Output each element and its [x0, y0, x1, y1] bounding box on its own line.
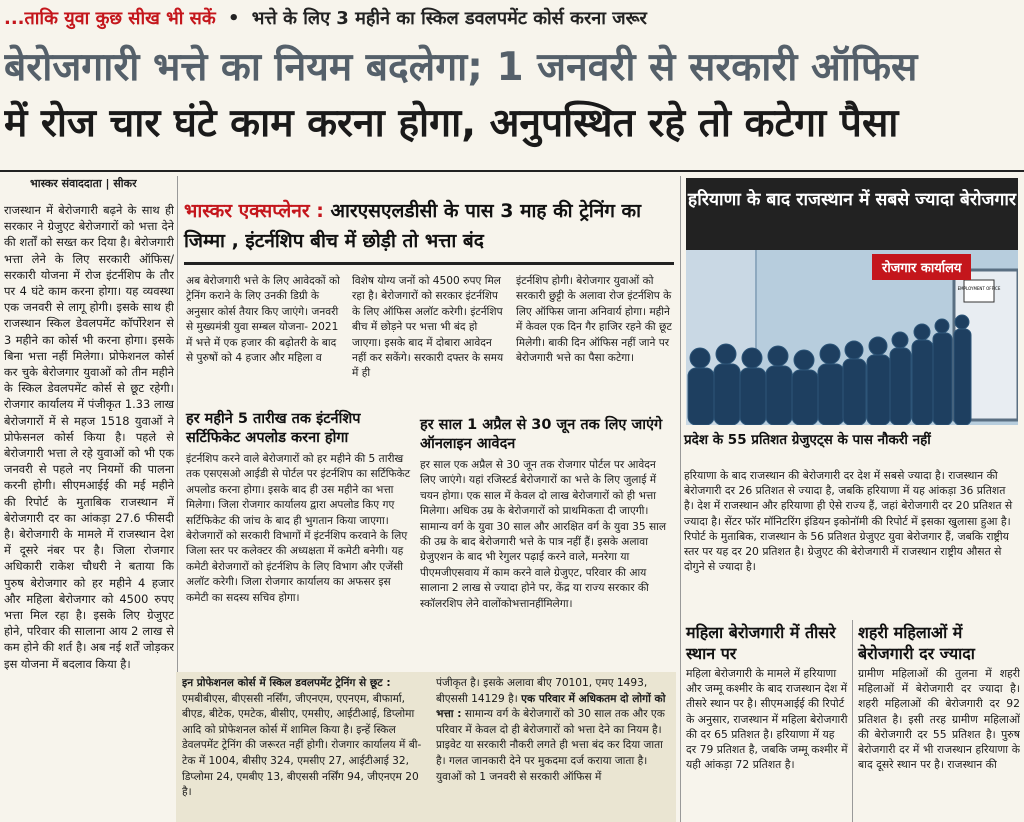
explainer-col-2: विशेष योग्य जनों को 4500 रुपए मिल रहा है। बेरोजगारों को सरकार इंटर्नशिप के लिए ऑफिस अलॉट करेगी। इंटर्नशिप बीच में छोड़ने पर भत्ता भी बंद हो जाएगा। इसके बाद में दोबारा आवेदन नहीं कर सकेंगे। सरकारी दफ्तर के समय में ही: [352, 275, 504, 380]
byline: भास्कर संवाददाता | सीकर: [30, 177, 137, 190]
explainer-headline: [184, 196, 672, 256]
column-divider-women: [852, 620, 853, 822]
women-unemployment-text: महिला बेरोजगारी के मामले में हरियाणा और जम्मू कश्मीर के बाद राजस्थान देश में तीसरे स्थान पर है। सीएमआईई की रिपोर्ट के अनुसार, राजस्थान में महिला बेरोजगारी की दर 65 प्रतिशत है। हरियाणा में यह दर 79 प्रतिशत है, जबकि जम्मू कश्मीर में यही आंकड़ा 72 प्रतिशत है।: [686, 667, 848, 772]
door-sign-text: EMPLOYMENT OFFICE: [957, 286, 1001, 291]
section-certificate-title: हर महीने 5 तारीख तक इंटर्नशिप सर्टिफिकेट अपलोड करना होगा: [186, 411, 361, 446]
sidebar-title: हरियाणा के बाद राजस्थान में सबसे ज्यादा बेरोजगार: [686, 178, 1018, 250]
kicker-text: भत्ते के लिए 3 महीने का स्किल डवलपमेंट कोर्स करना जरूर: [251, 8, 647, 29]
column-divider-right: [680, 176, 681, 822]
urban-women-text: ग्रामीण महिलाओं की तुलना में शहरी महिलाओं में बेरोजगारी दर ज्यादा है। शहरी महिलाओं की बेरोजगारी दर 92 प्रतिशत है। इसी तरह ग्रामीण महिलाओं की बेरोजगारी दर 55 प्रतिशत है। पुरुष बेरोजगारी दर में भी राजस्थान हरियाणा के बाद दूसरे स्थान पर है। राजस्थान की: [858, 667, 1020, 772]
explainer-rule: [184, 262, 674, 265]
kicker: [0, 0, 1024, 38]
women-unemployment-title: महिला बेरोजगारी में तीसरे स्थान पर: [686, 623, 836, 663]
exemption-text: [182, 676, 430, 822]
illustration-caption: प्रदेश के 55 प्रतिशत ग्रेजुएट्स के पास नौकरी नहीं: [684, 432, 931, 448]
headline-line-2: में रोज चार घंटे काम करना होगा, अनुपस्थित रहे तो कटेगा पैसा: [4, 101, 899, 146]
section-certificate-text: इंटर्नशिप करने वाले बेरोजगारों को हर महीने की 5 तारीख तक एसएसओ आईडी से पोर्टल पर इंटर्नशिप का सर्टिफिकेट अपलोड करना होगा। इसके बाद ही उस महीने का भत्ता मिलेगा। जिला रोजगार कार्यालय द्वारा अपलोड किए गए सर्टिफिकेट की जांच के बाद ही भुगतान किया जाएगा। बेरोजगारों को सरकारी विभागों में इंटर्नशिप करवाने के लिए जिला स्तर पर कलेक्टर की अध्यक्षता में कमेटी बनेगी। यह कमेटी बेरोजगारों को इंटर्नशिप के लिए विभाग और एजेंसी अलॉट करेगी। जिला रोजगार कार्यालय का अफसर इस कमेटी का सदस्य सचिव होगा।: [186, 453, 411, 604]
kicker-red: ...ताकि युवा कुछ सीख भी सकें: [4, 8, 216, 29]
explainer-brand: भास्कर एक्सप्लेनर :: [184, 200, 324, 222]
family-limit-text: [436, 676, 672, 822]
haryana-rajasthan-text: हरियाणा के बाद राजस्थान की बेरोजगारी दर देश में सबसे ज्यादा है। राजस्थान की बेरोजगारी दर 26 प्रतिशत से ज्यादा है, जबकि हरियाणा में यह आंकड़ा 36 प्रतिशत है। देश में राजस्थान और हरियाणा ही ऐसे राज्य हैं, जहां बेरोजगारी दर 20 प्रतिशत से ज्यादा है। सेंटर फॉर मॉनिटरिंग इंडियन इकोनॉमी की रिपोर्ट में इसका खुलासा हुआ है। रिपोर्ट के मुताबिक, राजस्थान के 56 प्रतिशत ग्रेजुएट युवा बेरोजगार हैं, जबकि राष्ट्रीय स्तर पर यह दर 20 प्रतिशत है। ग्रेजुएट की बेरोजगारी में राजस्थान राष्ट्रीय औसत से दोगुने से ज्यादा है।: [684, 469, 1013, 574]
employment-office-tag: रोजगार कार्यालय: [872, 254, 971, 280]
exemption-heading: इन प्रोफेशनल कोर्स में स्किल डवलपमेंट ट्रेनिंग से छूट :: [182, 677, 391, 689]
explainer-col-3: इंटर्नशिप होगी। बेरोजगार युवाओं को सरकारी छुट्टी के अलावा रोज इंटर्नशिप के लिए ऑफिस जाना अनिवार्य होगा। महीने में केवल एक दिन गैर हाजिर रहने की छूट मिलेगी। बाकी दिन ऑफिस नहीं जाने पर बेरोजगारी भत्ते का पैसा कटेगा।: [516, 275, 672, 365]
section-application-text: हर साल एक अप्रैल से 30 जून तक रोजगार पोर्टल पर आवेदन लिए जाएंगे। यहां रजिस्टर्ड बेरोजगारों का भत्ते के लिए जुलाई में चयन होगा। एक साल में केवल दो लाख बेरोजगारों को ही भत्ता मिलेगा। अधिक उम्र के बेरोजगारों को प्राथमिकता दी जाएगी। सामान्य वर्ग के युवा 30 साल और आरक्षित वर्ग के युवा 35 साल की उम्र के बाद बेरोजगारी भत्ते के पात्र नहीं हैं। इसके अलावा ग्रेजुएशन के बाद भी रेगुलर पढ़ाई करने वाले, मनरेगा या पीएमजीएसवाय में काम करने वाले ग्रेजुएट, परिवार की आय सालाना 2 लाख से ज्यादा होने पर, केंद्र या राज्य सरकार की स्कॉलरशिप लेने वालोंकोभत्तानहींमिलेगा।: [420, 459, 667, 610]
kicker-bullet: •: [227, 8, 240, 29]
urban-women-title: शहरी महिलाओं में बेरोजगारी दर ज्यादा: [858, 623, 975, 663]
family-limit-heading: एक परिवार में अधिकतम दो लोगों को भत्ता :: [436, 692, 666, 721]
exemption-body: एमबीबीएस, बीएससी नर्सिंग, जीएनएम, एएनएम, बीफार्मा, बीएड, बीटेक, एमटेक, बीसीए, एमसीए, आईटीआई, डिप्लोमा आदि को प्रोफेशनल कोर्स में शामिल किया है। इन्हें स्किल डेवलपमेंट ट्रेनिंग की जरूरत नहीं होगी। रोजगार कार्यालय में बी-टेक में 1004, बीसीए 324, एमसीए 27, आईटीआई 32, डिप्लोमा 24, एमबीए 13, बीएससी नर्सिंग 94, जीएनएम 20 है।: [182, 692, 422, 799]
headline-line-1: बेरोजगारी भत्ते का नियम बदलेगा; 1 जनवरी से सरकारी ऑफिस: [4, 45, 918, 90]
headline-rule: [0, 170, 1024, 172]
family-limit-body: सामान्य वर्ग के बेरोजगारों को 30 साल तक और एक परिवार में केवल दो ही बेरोजगारों को भत्ता देने का नियम है। प्राइवेट या सरकारी नौकरी लगते ही भत्ता बंद कर दिया जाता है। गलत जानकारी देने पर मुकदमा दर्ज कराया जाता है। युवाओं को 1 जनवरी से सरकारी ऑफिस में: [436, 708, 665, 783]
explainer-col-1: अब बेरोजगारी भत्ते के लिए आवेदकों को ट्रेनिंग कराने के लिए उनकी डिग्री के अनुसार कोर्स तैयार किए जाएंगे। जनवरी से मुख्यमंत्री युवा सम्बल योजना- 2021 में भत्ते में एक हजार की बढ़ोतरी के बाद से पुरुषों को 4 हजार और महिला व: [186, 275, 340, 365]
section-application-title: हर साल 1 अप्रैल से 30 जून तक लिए जाएंगे ऑनलाइन आवेदन: [420, 417, 663, 452]
explainer-title: आरएसएलडीसी के पास 3 माह की ट्रेनिंग का जिम्मा , इंटर्नशिप बीच में छोड़ी तो भत्ता बंद: [184, 200, 642, 252]
lead-column: राजस्थान में बेरोजगारी बढ़ने के साथ ही सरकार ने ग्रेजुएट बेरोजगारों को भत्ता देने की शर्तों को सख्त कर दिया है। बेरोजगारी भत्ता लेने के लिए सरकारी ऑफिस/सरकारी योजना में रोज इंटर्नशिप के तौर पर 4 घंटे काम करना होगा। यह व्यवस्था एक जनवरी से लागू होगी। इसके साथ ही राजस्थान स्किल डेवलपमेंट कॉर्पोरेशन से 3 महीने का कोर्स भी करना होगा। इसके बिना भत्ता नहीं मिलेगा। प्रोफेशनल कोर्स कर चुके बेरोजगार युवाओं को तीन महीने के स्किल डेवलपमेंट कोर्स से छूट रहेगी। रोजगार कार्यालय में पंजीकृत 1.33 लाख बेरोजगारों में से महज 1518 युवाओं ने प्रोफेसनल कोर्स किया है। पहले से बेरोजगारी भत्ता ले रहे युवाओं को भी एक जनवरी से पहले नए नियमों की पालना करनी होगी। सीएमआईई की मई महीने की रिपोर्ट के मुताबिक राजस्थान में बेरोजगारी दर का आंकड़ा 27.6 फीसदी है। बेरोजगारी के मामले में राजस्थान देश में दूसरे नंबर पर है। जिला रोजगार अधिकारी राकेश चौधरी ने बताया कि पुरुष बेरोजगार को हर महीने 4 हजार और महिला बेरोजगार को 4500 रुपए भत्ता मिल रहा है। इसके लिए ग्रेजुएट होने, परिवार की सालाना आय 2 लाख से कम होने की शर्त है। अब नई शर्तें जोड़कर इस योजना में बदलाव किया है।: [4, 203, 174, 671]
family-limit-lead: पंजीकृत है। इसके अलावा बीए 70101, एमए 1493, बीएससी 14129 है।: [436, 677, 648, 705]
headline: [4, 40, 1022, 152]
